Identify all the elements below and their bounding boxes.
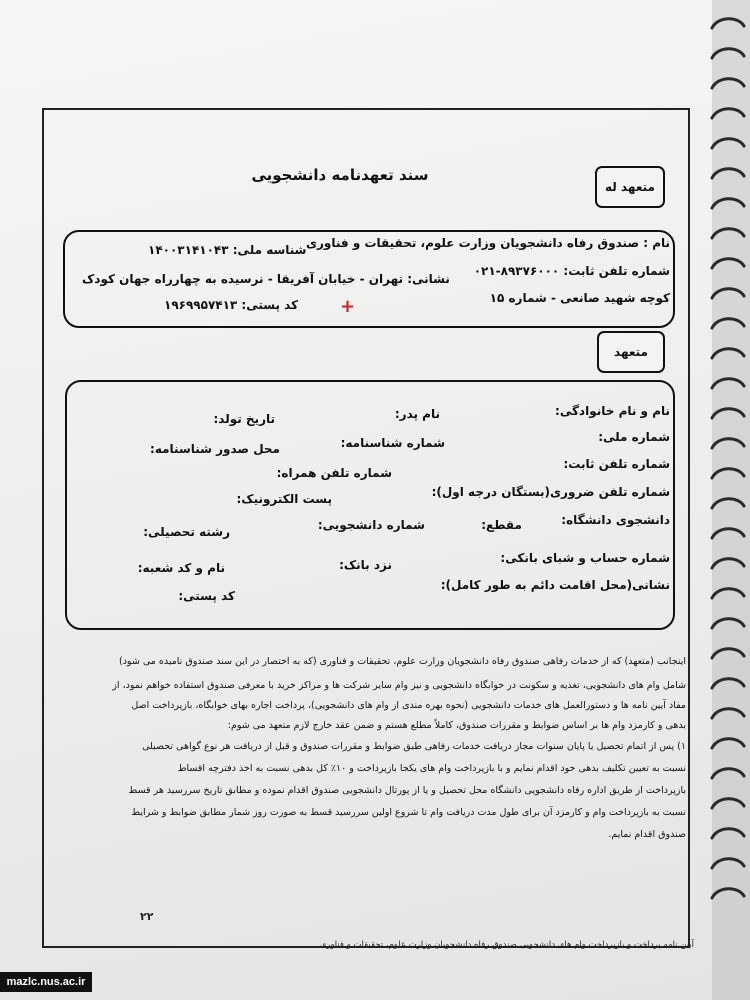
committer-field-email: پست الکترونیک: (236, 492, 332, 506)
committer-field-address: نشانی(محل اقامت دائم به طور کامل): (440, 578, 670, 592)
committer-field-student-no: شماره دانشجویی: (317, 518, 425, 532)
committed-to-address-line2: کوچه شهید صانعی - شماره ۱۵ (489, 291, 670, 305)
committer-field-postal: کد پستی: (178, 589, 235, 603)
paragraph-line: ۱) پس از اتمام تحصیل یا پایان سنوات مجاز دریافت خدمات رفاهی طبق ضوابط و مقررات صندوق و قبل از دریافت هر نوع گواهی تحصیلی (142, 741, 686, 752)
paragraph-line: نسبت به تعیین تکلیف بدهی خود اقدام نمایم و با بازپرداخت وام های یکجا بازپرداخت و ۱۰٪ کل بدهی نسبت به اخذ دفترچه اقساط (177, 763, 686, 774)
committer-field-fullname: نام و نام خانوادگی: (555, 404, 670, 418)
committer-field-id-number: شماره شناسنامه: (340, 436, 445, 450)
paragraph-line: نسبت به بازپرداخت وام و کارمزد آن برای طول مدت دریافت وام تا شروع اولین سررسید قسط به صورت روز شمار مطابق ضوابط و شرایط (131, 807, 686, 818)
paragraph-line: مفاد آیین نامه ها و دستورالعمل های خدمات دانشجویی (نحوه بهره مندی از وام های دانشجویی)، پرداخت اجاره بهای خوابگاه، بازپرداخت اصل (131, 700, 686, 711)
committer-field-landline: شماره تلفن ثابت: (563, 457, 670, 471)
paragraph-line: صندوق اقدام نمایم. (608, 829, 686, 840)
committer-field-bank: نزد بانک: (339, 558, 392, 572)
committer-field-birthdate: تاریخ تولد: (213, 412, 275, 426)
paragraph-line: شامل وام های دانشجویی، تغذیه و سکونت در خوابگاه دانشجویی و نیز وام سایر شرکت ها و مراکز خرید با معرفی صندوق استفاده خواهم نمود، از (112, 680, 686, 691)
committer-field-major: رشته تحصیلی: (143, 525, 230, 539)
page-number: ۲۲ (140, 910, 154, 923)
committed-to-name: نام : صندوق رفاه دانشجویان وزارت علوم، تحقیقات و فناوری (306, 236, 670, 250)
spiral-binding (708, 10, 750, 920)
document-title: سند تعهدنامه دانشجویی (251, 166, 429, 184)
page-footer: آیین نامه پرداخت و بازپرداخت وام های دانشجویی صندوق رفاه دانشجویان وزارت علوم، تحقیقات و فناوری (319, 940, 694, 950)
committer-field-account: شماره حساب و شبای بانکی: (500, 551, 670, 565)
committed-to-address: نشانی: تهران - خیابان آفریقا - نرسیده به چهارراه جهان کودک (82, 272, 450, 286)
committer-tag: متعهد (597, 331, 665, 373)
committer-field-emergency: شماره تلفن ضروری(بستگان درجه اول): (431, 485, 670, 499)
committer-field-national-code: شماره ملی: (598, 430, 670, 444)
committer-field-mobile: شماره تلفن همراه: (276, 466, 392, 480)
paragraph-line: بدهی و کارمزد وام ها بر اساس ضوابط و مقررات صندوق، کاملاً مطلع هستم و ضمن عقد خارج لازم متعهد می شوم: (227, 720, 686, 731)
red-pen-mark: + (340, 296, 356, 317)
committed-to-tag: متعهد له (595, 166, 665, 208)
committer-field-university: دانشجوی دانشگاه: (561, 513, 670, 527)
committed-to-postal-code: کد پستی: ۱۹۶۹۹۵۷۴۱۳ (164, 298, 299, 312)
committed-to-phone: شماره تلفن ثابت: ۸۹۳۷۶۰۰۰-۰۲۱ (473, 264, 670, 278)
committer-field-branch: نام و کد شعبه: (137, 561, 225, 575)
committer-field-father: نام پدر: (394, 407, 440, 421)
committer-field-level: مقطع: (481, 518, 522, 532)
paragraph-line: بازپرداخت از طریق اداره رفاه دانشجویی دانشگاه محل تحصیل و یا از پورتال دانشجویی صندوق اقدام نموده و مطابق تاریخ سررسید هر قسط (128, 785, 686, 796)
site-watermark: mazlc.nus.ac.ir (0, 972, 92, 992)
paragraph-line: اینجانب (متعهد) که از خدمات رفاهی صندوق رفاه دانشجویان وزارت علوم، تحقیقات و فناوری (که به اختصار در این سند صندوق نامیده می شود) (119, 656, 686, 667)
committed-to-national-id: شناسه ملی: ۱۴۰۰۳۱۴۱۰۴۳ (148, 243, 307, 257)
committer-field-issue-place: محل صدور شناسنامه: (150, 442, 280, 456)
